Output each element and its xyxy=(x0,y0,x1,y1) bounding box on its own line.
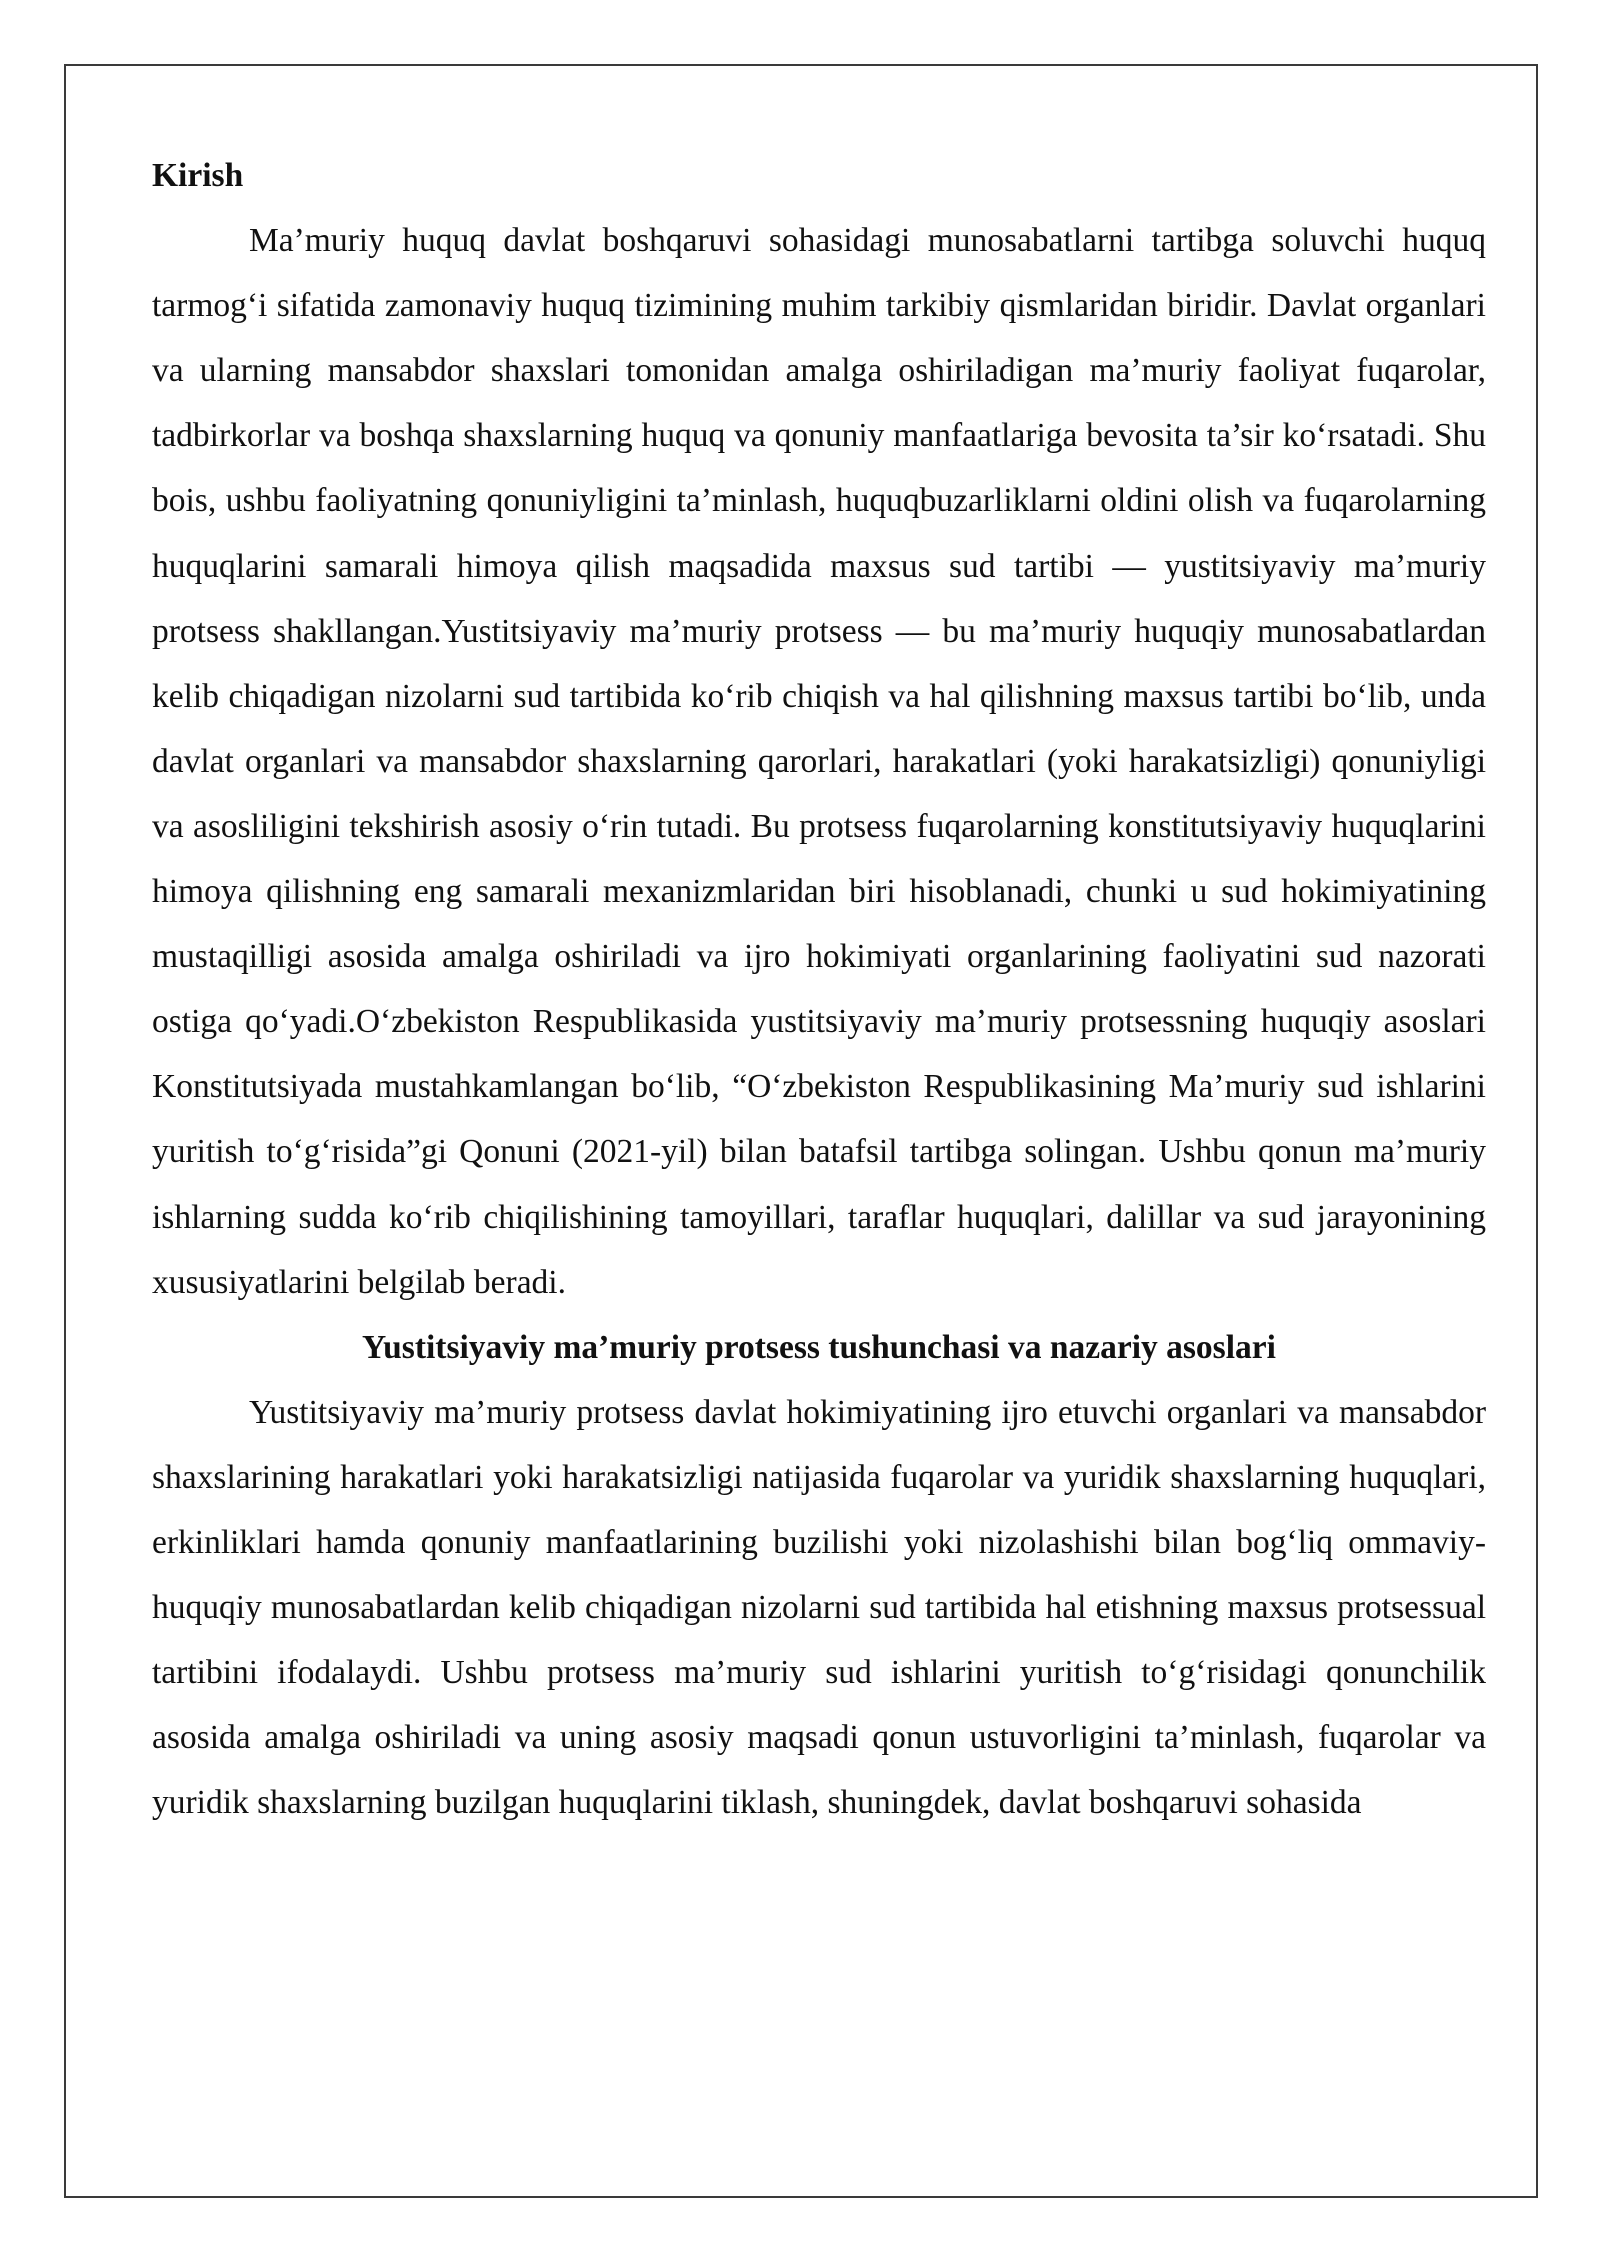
document-body xyxy=(152,143,1486,1835)
section-heading: Yustitsiyaviy ma’muriy protsess tushunchasi va nazariy asoslari xyxy=(362,1328,1276,1366)
intro-heading: Kirish xyxy=(152,157,244,194)
intro-paragraph: Ma’muriy huquq davlat boshqaruvi sohasidagi munosabatlarni tartibga soluvchi huquq tarmog‘i sifatida zamonaviy huquq tizimining muhim tarkibiy qismlaridan biridir. Davlat organlari va ularning mansabdor shaxslari tomonidan amalga oshiriladigan ma’muriy faoliyat fuqarolar, tadbirkorlar va boshqa shaxslarning huquq va qonuniy manfaatlariga bevosita ta’sir ko‘rsatadi. Shu bois, ushbu faoliyatning qonuniyligini ta’minlash, huquqbuzarliklarni oldini olish va fuqarolarning huquqlarini samarali himoya qilish maqsadida maxsus sud tartibi — yustitsiyaviy ma’muriy protsess shakllangan.Yustitsiyaviy ma’muriy protsess — bu ma’muriy huquqiy munosabatlardan kelib chiqadigan nizolarni sud tartibida ko‘rib chiqish va hal qilishning maxsus tartibi bo‘lib, unda davlat organlari va mansabdor shaxslarning qarorlari, harakatlari (yoki harakatsizligi) qonuniyligi va asosliligini tekshirish asosiy o‘rin tutadi. Bu protsess fuqarolarning konstitutsiyaviy huquqlarini himoya qilishning eng samarali mexanizmlaridan biri hisoblanadi, chunki u sud hokimiyatining mustaqilligi asosida amalga oshiriladi va ijro hokimiyati organlarining faoliyatini sud nazorati ostiga qo‘yadi.O‘zbekiston Respublikasida yustitsiyaviy ma’muriy protsessning huquqiy asoslari Konstitutsiyada mustahkamlangan bo‘lib, “O‘zbekiston Respublikasining Ma’muriy sud ishlarini yuritish to‘g‘risida”gi Qonuni (2021-yil) bilan batafsil tartibga solingan. Ushbu qonun ma’muriy ishlarning sudda ko‘rib chiqilishining tamoyillari, taraflar huquqlari, dalillar va sud jarayonining xususiyatlarini belgilab beradi. xyxy=(152,222,1486,1301)
section-paragraph: Yustitsiyaviy ma’muriy protsess davlat hokimiyatining ijro etuvchi organlari va mansabdor shaxslarining harakatlari yoki harakatsizligi natijasida fuqarolar va yuridik shaxslarning huquqlari, erkinliklari hamda qonuniy manfaatlarining buzilishi yoki nizolashishi bilan bog‘liq ommaviy-huquqiy munosabatlardan kelib chiqadigan nizolarni sud tartibida hal etishning maxsus protsessual tartibini ifodalaydi. Ushbu protsess ma’muriy sud ishlarini yuritish to‘g‘risidagi qonunchilik asosida amalga oshiriladi va uning asosiy maqsadi qonun ustuvorligini ta’minlash, fuqarolar va yuridik shaxslarning buzilgan huquqlarini tiklash, shuningdek, davlat boshqaruvi sohasida xyxy=(152,1393,1486,1822)
